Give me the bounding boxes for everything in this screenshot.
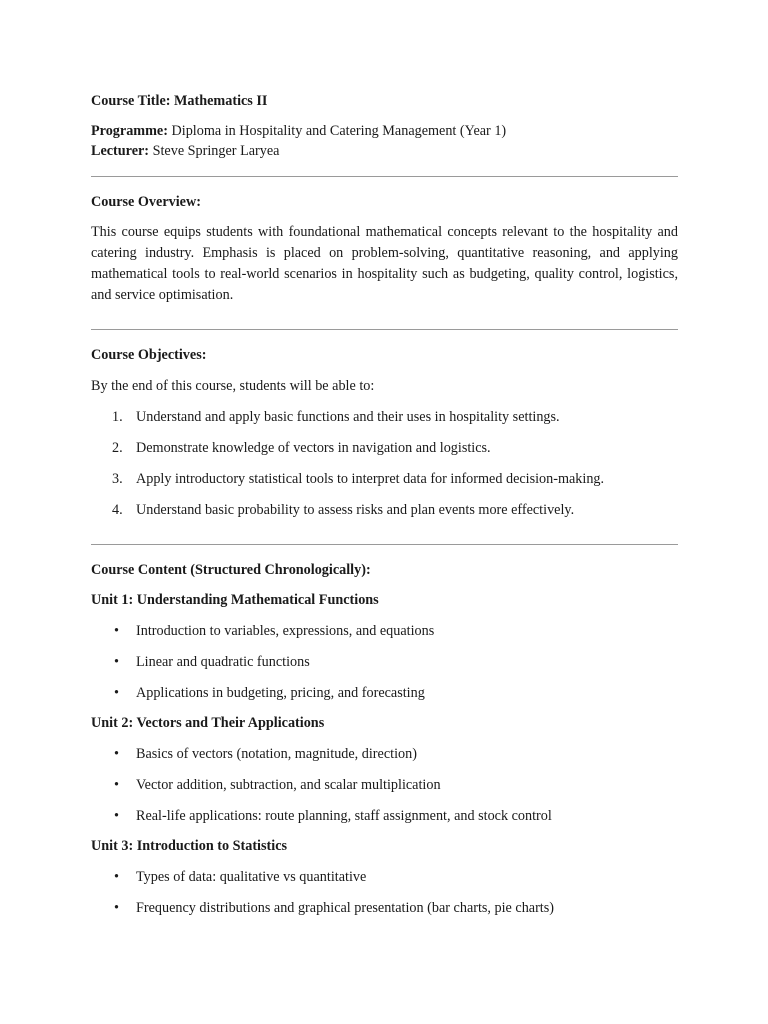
- overview-text: This course equips students with foundational mathematical concepts relevant to the hospitality and catering industry. Emphasis is placed on problem-solving, quantitative reasoning, and applying mathematical tools to real-world scenarios in hospitality such as budgeting, quality control, logistics, and service optimisation.: [91, 224, 678, 303]
- document-content: [91, 91, 678, 918]
- list-item-text: Introduction to variables, expressions, and equations: [136, 623, 435, 639]
- list-number: 4.: [112, 502, 123, 518]
- overview-heading: Course Overview:: [91, 194, 201, 210]
- unit-3-list: [91, 867, 678, 918]
- bullet-icon: •: [114, 654, 119, 670]
- course-title-value: Mathematics II: [174, 93, 268, 109]
- content-heading: Course Content (Structured Chronologically):: [91, 562, 371, 578]
- list-item: [91, 775, 678, 795]
- list-item: [91, 806, 678, 826]
- list-item-text: Linear and quadratic functions: [136, 654, 310, 670]
- divider: [91, 329, 678, 330]
- list-item-text: Basics of vectors (notation, magnitude, direction): [136, 746, 417, 762]
- list-item-text: Frequency distributions and graphical presentation (bar charts, pie charts): [136, 900, 554, 916]
- programme-label: Programme:: [91, 123, 168, 139]
- list-item: [91, 898, 678, 918]
- list-item: [91, 744, 678, 764]
- list-item-text: Understand basic probability to assess risks and plan events more effectively.: [136, 502, 575, 518]
- unit-2-list: [91, 744, 678, 826]
- unit-2-title: Unit 2: Vectors and Their Applications: [91, 715, 325, 731]
- list-item: [91, 867, 678, 887]
- programme-line: [91, 121, 678, 141]
- list-item: [91, 652, 678, 672]
- lecturer-value: Steve Springer Laryea: [152, 143, 280, 159]
- objectives-heading: Course Objectives:: [91, 347, 207, 363]
- divider: [91, 176, 678, 177]
- bullet-icon: •: [114, 623, 119, 639]
- list-item: [91, 469, 678, 489]
- list-item-text: Apply introductory statistical tools to interpret data for informed decision-making.: [136, 471, 605, 487]
- list-item-text: Applications in budgeting, pricing, and forecasting: [136, 685, 425, 701]
- bullet-icon: •: [114, 808, 119, 824]
- list-item-text: Vector addition, subtraction, and scalar multiplication: [136, 777, 441, 793]
- list-item: [91, 407, 678, 427]
- list-item: [91, 621, 678, 641]
- course-title-label: Course Title:: [91, 93, 171, 109]
- list-item-text: Types of data: qualitative vs quantitative: [136, 869, 367, 885]
- objectives-list: [91, 407, 678, 520]
- lecturer-line: [91, 141, 678, 161]
- bullet-icon: •: [114, 777, 119, 793]
- bullet-icon: •: [114, 685, 119, 701]
- bullet-icon: •: [114, 900, 119, 916]
- list-number: 2.: [112, 440, 123, 456]
- list-number: 1.: [112, 409, 123, 425]
- list-item: [91, 500, 678, 520]
- list-item: [91, 438, 678, 458]
- unit-1-title: Unit 1: Understanding Mathematical Functions: [91, 592, 379, 608]
- divider: [91, 544, 678, 545]
- unit-3-title: Unit 3: Introduction to Statistics: [91, 838, 288, 854]
- lecturer-label: Lecturer:: [91, 143, 150, 159]
- list-item-text: Understand and apply basic functions and their uses in hospitality settings.: [136, 409, 560, 425]
- objectives-intro: By the end of this course, students will be able to:: [91, 378, 375, 394]
- list-number: 3.: [112, 471, 123, 487]
- list-item-text: Demonstrate knowledge of vectors in navigation and logistics.: [136, 440, 491, 456]
- list-item: [91, 683, 678, 703]
- bullet-icon: •: [114, 869, 119, 885]
- programme-value: Diploma in Hospitality and Catering Management (Year 1): [171, 123, 507, 139]
- course-title: [91, 91, 678, 111]
- unit-1-list: [91, 621, 678, 703]
- bullet-icon: •: [114, 746, 119, 762]
- list-item-text: Real-life applications: route planning, staff assignment, and stock control: [136, 808, 552, 824]
